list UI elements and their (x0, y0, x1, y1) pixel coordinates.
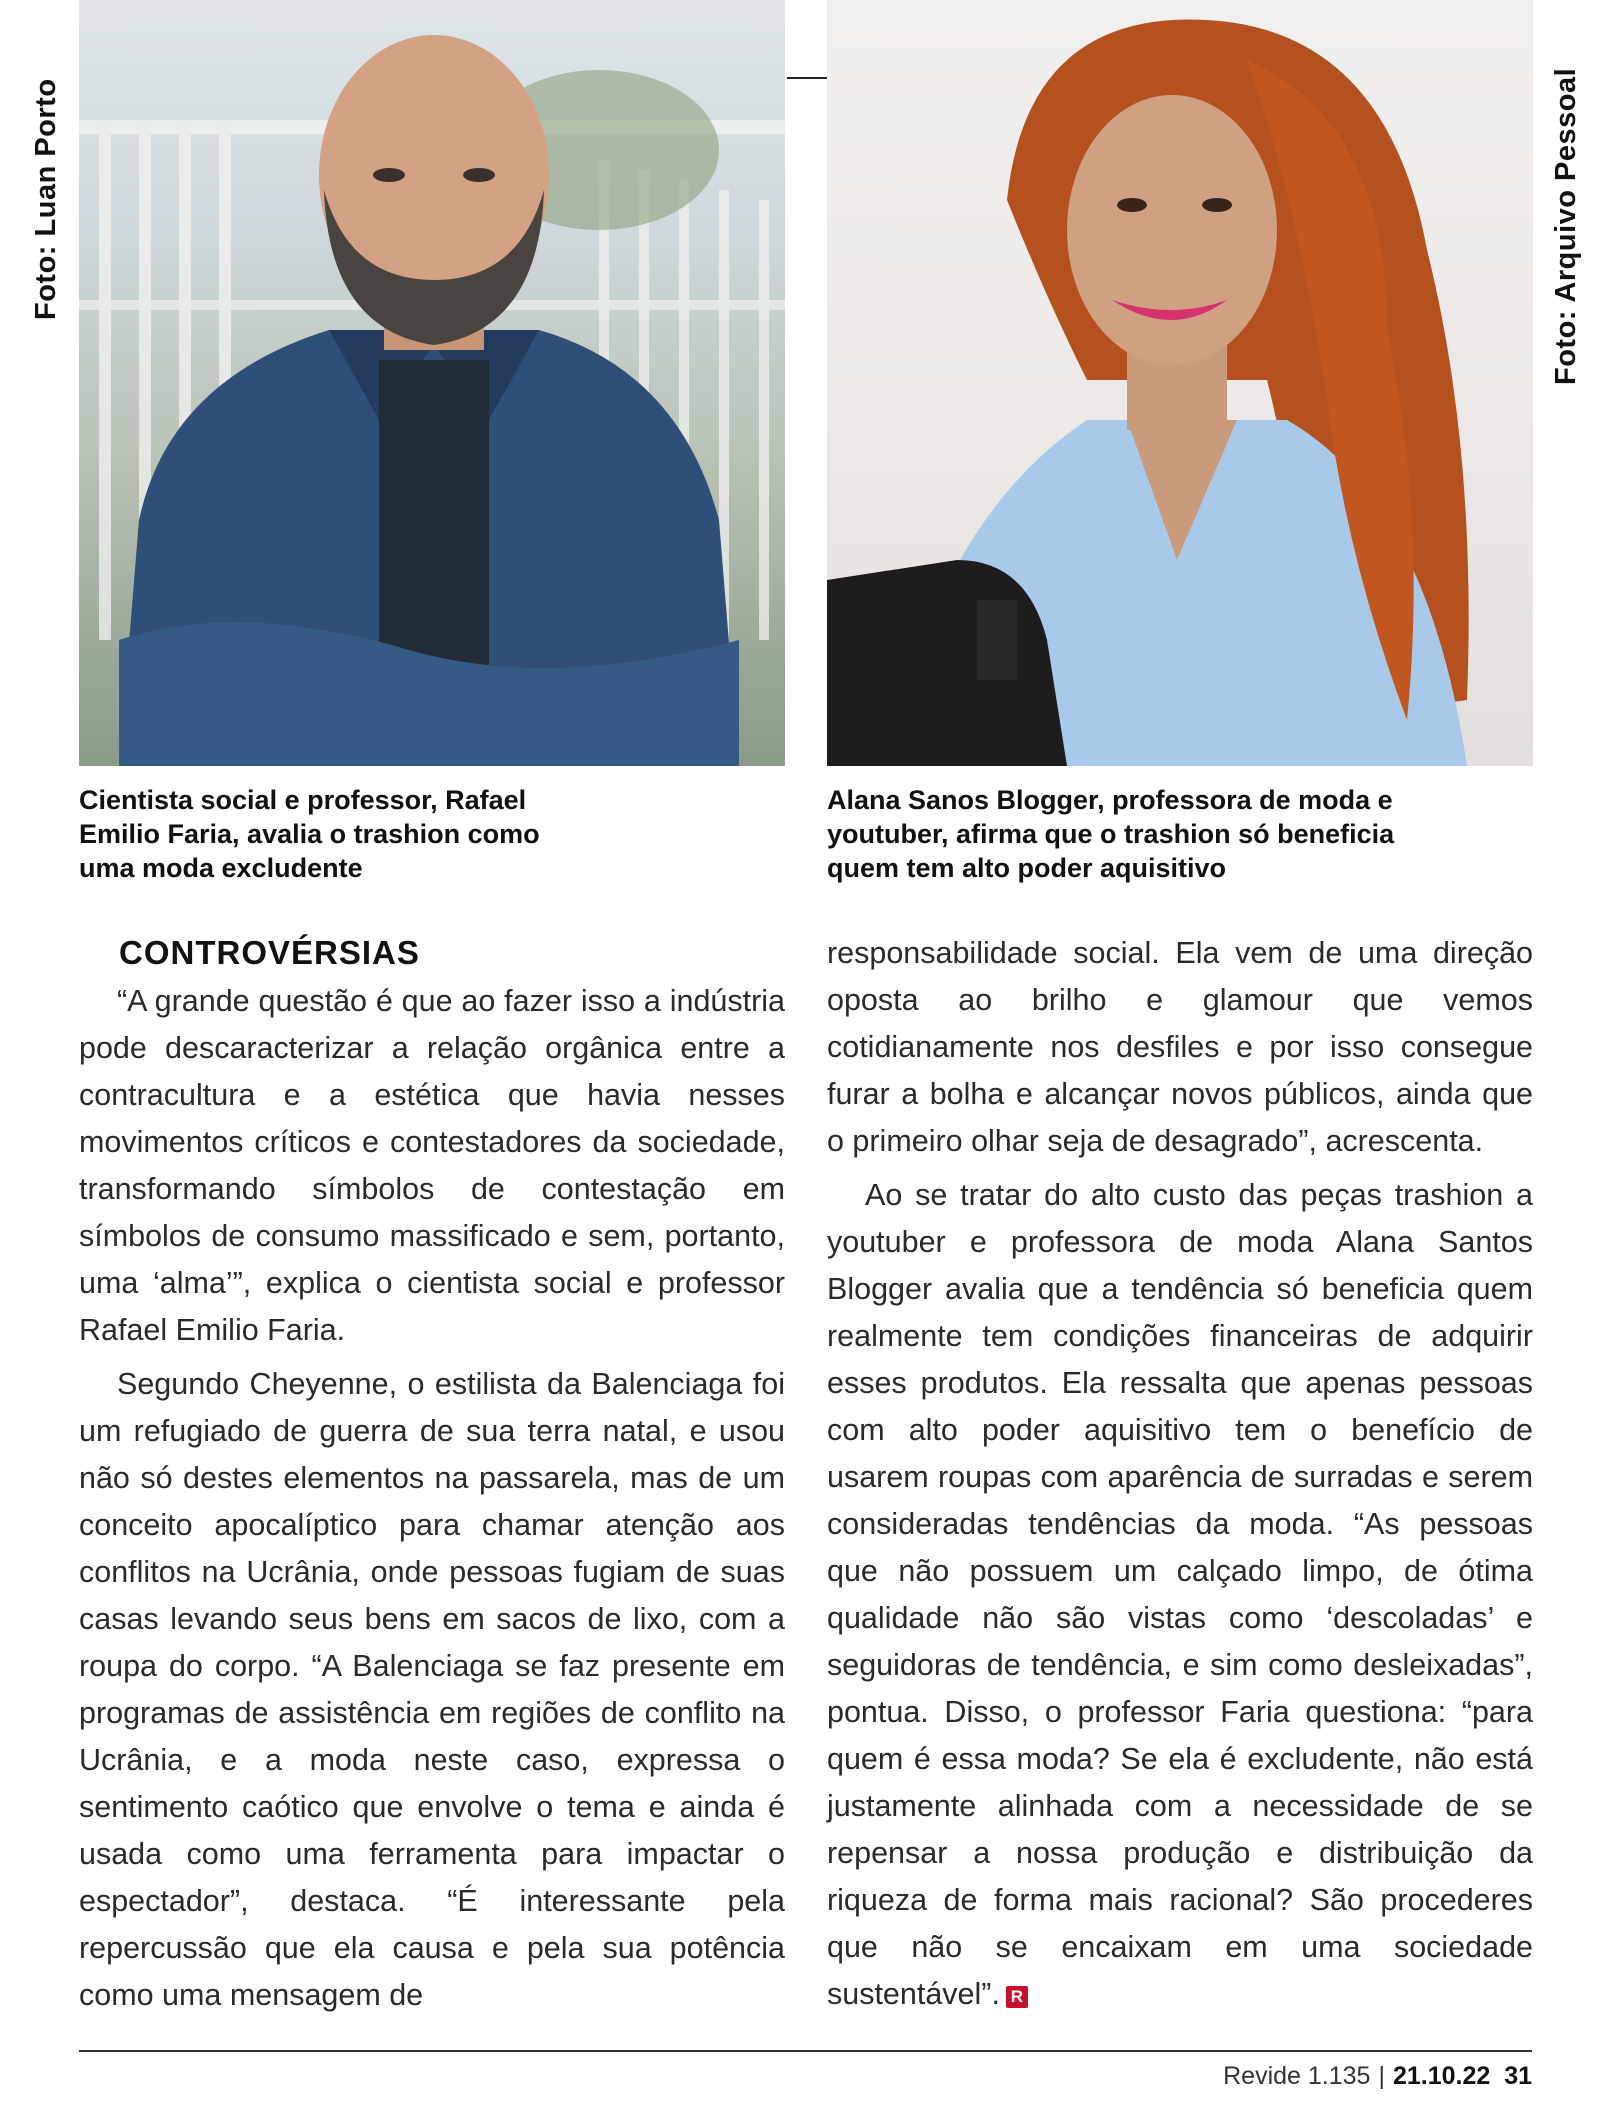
photo-alana-illustration (827, 0, 1533, 766)
divider-tick (787, 77, 827, 79)
photo-credit-left: Foto: Luan Porto (30, 78, 62, 320)
photo-rafael-faria (79, 0, 785, 766)
footer-separator: | (1378, 2062, 1385, 2090)
page-footer (1223, 2062, 1532, 2091)
issue-date: 21.10.22 (1392, 2062, 1491, 2090)
page-number: 31 (1504, 2062, 1532, 2090)
paragraph: “A grande questão é que ao fazer isso a indústria pode descaracterizar a relação orgânica entre a contracultura e a estética que havia nesses movimentos críticos e contestadores da sociedade, transformando símbolos de contestação em símbolos de consumo massificado e sem, portanto, uma ‘alma’”, explica o cientista social e professor Rafael Emilio Faria. (79, 984, 785, 1347)
footer-rule (79, 2050, 1532, 2052)
paragraph: Segundo Cheyenne, o estilista da Balenciaga foi um refugiado de guerra de sua terra natal, e usou não só destes elementos na passarela, mas de um conceito apocalíptico para chamar atenção aos conflitos na Ucrânia, onde pessoas fugiam de suas casas levando seus bens em sacos de lixo, com a roupa do corpo. “A Balenciaga se faz presente em programas de assistência em regiões de conflito na Ucrânia, e a moda neste caso, expressa o sentimento caótico que envolve o tema e ainda é usada como uma ferramenta para impactar o espectador”, destaca. “É interessante pela repercussão que ela causa e pela sua potência como uma mensagem de (79, 1367, 785, 2012)
end-mark-icon: R (1006, 1986, 1028, 2008)
paragraph: responsabilidade social. Ela vem de uma direção oposta ao brilho e glamour que vemos cotidianamente nos desfiles e por isso consegue furar a bolha e alcançar novos públicos, ainda que o primeiro olhar seja de desagrado”, acrescenta. (827, 936, 1533, 1158)
article-column-left (79, 930, 785, 2019)
magazine-issue: Revide 1.135 (1223, 2062, 1371, 2090)
paragraph-text: Ao se tratar do alto custo das peças trashion a youtuber e professora de moda Alana Santos Blogger avalia que a tendência só beneficia quem realmente tem condições financeiras de adquirir esses produtos. Ela ressalta que apenas pessoas com alto poder aquisitivo tem o benefício de usarem roupas com aparência de surradas e serem consideradas tendências da moda. “As pessoas que não possuem um calçado limpo, de ótima qualidade não são vistas como ‘descoladas’ e seguidoras de tendência, e sim como desleixadas”, pontua. Disso, o professor Faria questiona: “para quem é essa moda? Se ela é excludente, não está justamente alinhada com a necessidade de se repensar a nossa produção e distribuição da riqueza de forma mais racional? São procederes que não se encaixam em uma sociedade sustentável”. (827, 1178, 1533, 2011)
photo-rafael-illustration (79, 0, 785, 766)
photo-credit-right: Foto: Arquivo Pessoal (1550, 67, 1582, 385)
section-heading: CONTROVÉRSIAS (119, 934, 420, 971)
photo-alana-santos (827, 0, 1533, 766)
paragraph-last (827, 1172, 1533, 2018)
article-column-right (827, 930, 1533, 2018)
caption-left: Cientista social e professor, Rafael Emilio Faria, avalia o trashion como uma moda excludente (79, 785, 540, 883)
caption-right: Alana Sanos Blogger, professora de moda e youtuber, afirma que o trashion só beneficia quem tem alto poder aquisitivo (827, 785, 1395, 883)
